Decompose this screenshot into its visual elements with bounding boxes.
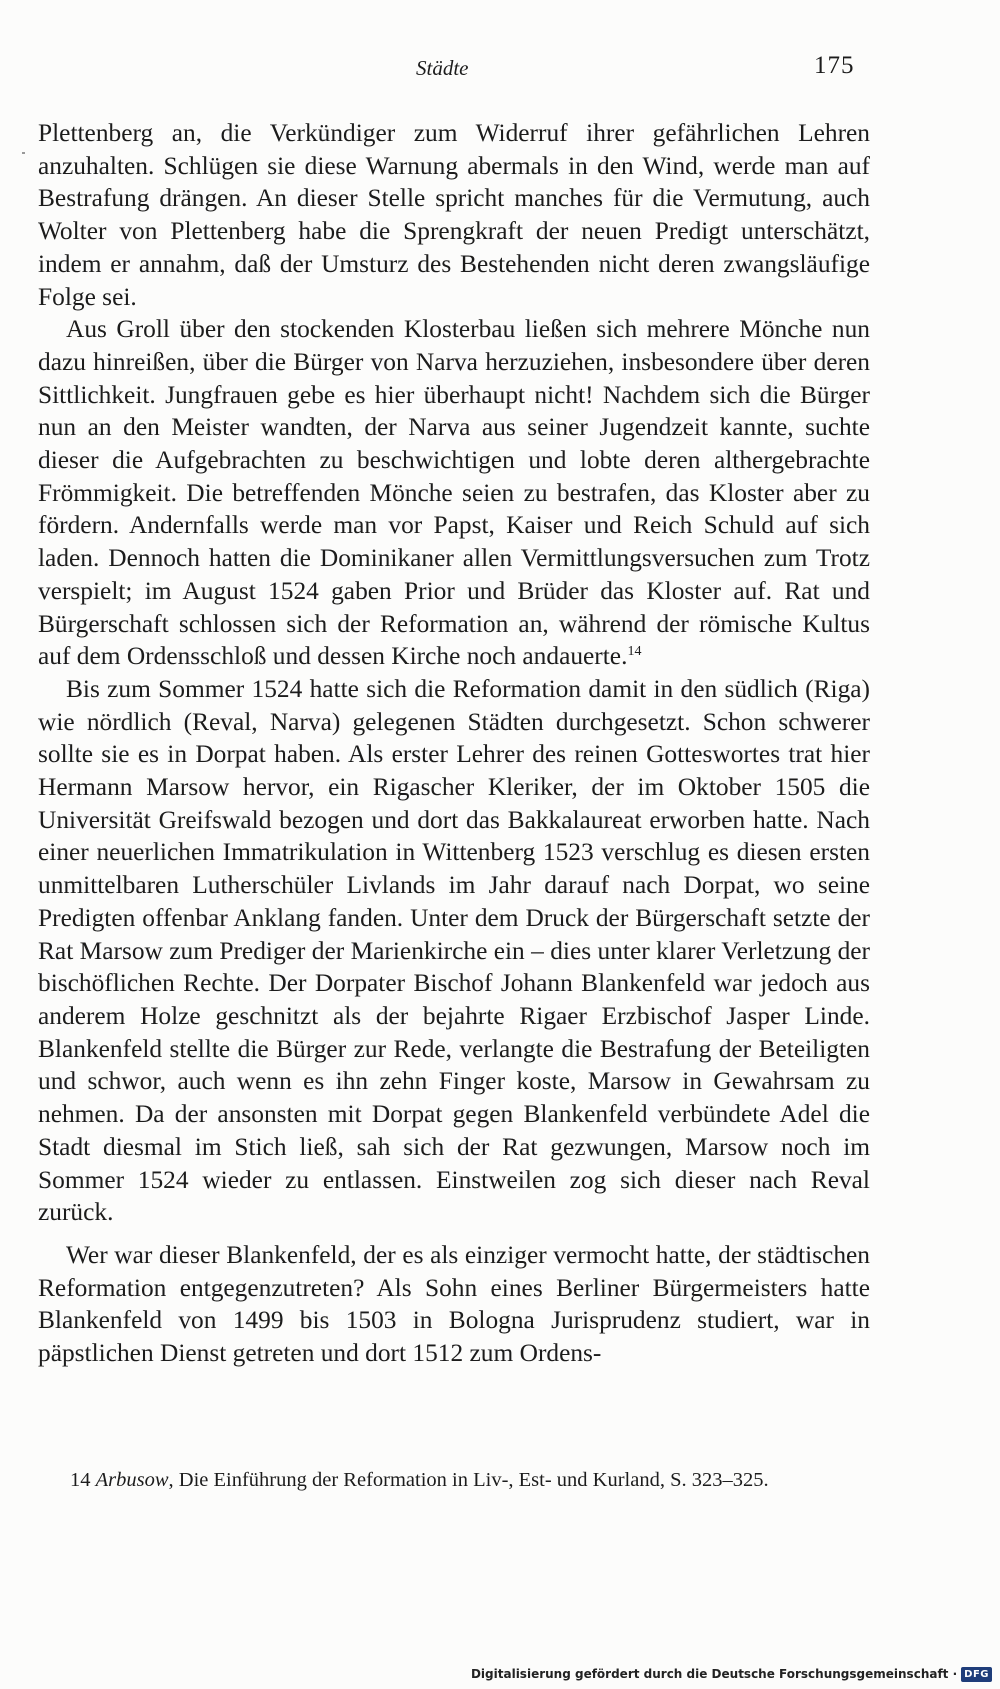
paragraph-2: [38, 313, 870, 673]
body-text: [38, 117, 870, 1370]
footnote-number: 14: [70, 1469, 91, 1491]
footnote-text: , Die Einführung der Reformation in Liv-, Est- und Kurland, S. 323–325.: [168, 1469, 769, 1491]
footnote: [70, 1467, 900, 1493]
digitization-credit: [471, 1665, 992, 1683]
paragraph-1: Plettenberg an, die Verkündiger zum Widerruf ihrer gefährlichen Lehren anzuhalten. Schlügen sie diese Warnung abermals in den Wind, werde man auf Bestrafung drängen. An dieser Stelle spricht manches für die Vermutung, auch Wolter von Plettenberg habe die Sprengkraft der neuen Predigt unterschätzt, indem er annahm, daß der Umsturz des Bestehenden nicht deren zwangsläufige Folge sei.: [38, 119, 870, 311]
paragraph-3: Bis zum Sommer 1524 hatte sich die Reformation damit in den südlich (Riga) wie nördlich (Reval, Narva) gelegenen Städten durchgesetzt. Schon schwerer sollte sie es in Dorpat haben. Als erster Lehrer des reinen Gotteswortes trat hier Hermann Marsow hervor, ein Rigascher Kleriker, der im Oktober 1505 die Universität Greifswald bezogen und dort das Bakkalaureat erworben hatte. Nach einer neuerlichen Immatrikulation in Wittenberg 1523 verschlug es diesen ersten unmittelbaren Lutherschüler Livlands im Jahr darauf nach Dorpat, wo seine Predigten offenbar Anklang fanden. Unter dem Druck der Bürgerschaft setzte der Rat Marsow zum Prediger der Marienkirche ein – dies unter klarer Verletzung der bischöflichen Rechte. Der Dorpater Bischof Johann Blankenfeld war jedoch aus anderem Holze geschnitzt als der bejahrte Rigaer Erzbischof Jasper Linde. Blankenfeld stellte die Bürger zur Rede, verlangte die Bestrafung der Beteiligten und schwor, auch wenn es ihn zehn Finger koste, Marsow in Gewahrsam zu nehmen. Da der ansonsten mit Dorpat gegen Blankenfeld verbündete Adel die Stadt diesmal im Stich ließ, sah sich der Rat gezwungen, Marsow noch im Sommer 1524 wieder zu entlassen. Einstweilen zog sich dieser nach Reval zurück.: [38, 674, 870, 1227]
paragraph-4: Wer war dieser Blankenfeld, der es als einziger vermocht hatte, der städtischen Reformation entgegenzutreten? Als Sohn eines Berliner Bürgermeisters hatte Blankenfeld von 1499 bis 1503 in Bologna Jurisprudenz studiert, war in päpstlichen Dienst getreten und dort 1512 zum Ordens-: [38, 1240, 870, 1368]
section-title: Städte: [416, 56, 469, 80]
paragraph-2-text: Aus Groll über den stockenden Klosterbau ließen sich mehrere Mönche nun dazu hinreißen, über die Bürger von Narva herzuziehen, insbesondere über deren Sittlichkeit. Jungfrauen gebe es hier überhaupt nicht! Nachdem sich die Bürger nun an den Meister wandten, der Narva aus seiner Jugendzeit kannte, suchte dieser die Aufgebrachten zu beschwichtigen und lobte deren althergebrachte Frömmigkeit. Die betreffenden Mönche seien zu bestrafen, das Kloster aber zu fördern. Andernfalls werde man vor Papst, Kaiser und Reich Schuld auf sich laden. Dennoch hatten die Dominikaner allen Vermittlungsversuchen zum Trotz verspielt; im August 1524 gaben Prior und Brüder das Kloster auf. Rat und Bürgerschaft schlossen sich der Reformation an, während der römische Kultus auf dem Ordensschloß und dessen Kirche noch andauerte.: [38, 315, 870, 671]
page-number: 175: [814, 52, 855, 79]
dfg-logo-icon: DFG: [961, 1667, 992, 1682]
running-head: [0, 52, 1000, 86]
digitization-credit-text: Digitalisierung gefördert durch die Deutsche Forschungsgemeinschaft ·: [470, 1667, 958, 1681]
margin-mark: [22, 152, 25, 154]
footnote-reference[interactable]: 14: [627, 644, 642, 660]
footnote-author: Arbusow: [95, 1469, 169, 1491]
